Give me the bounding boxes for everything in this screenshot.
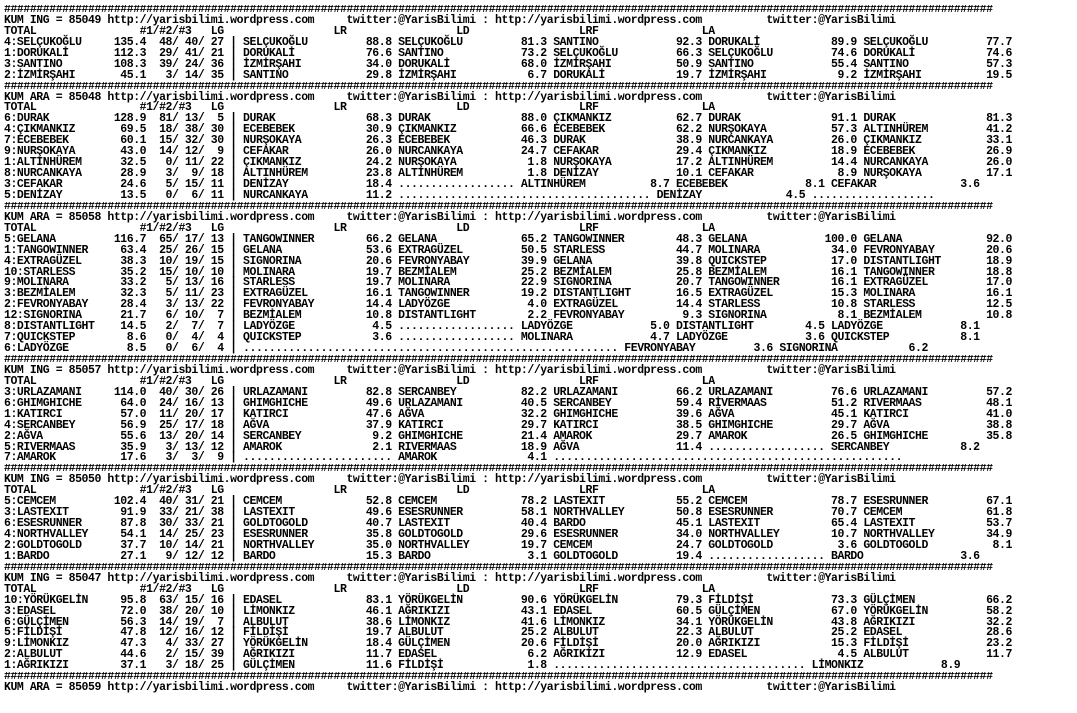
separator-line: ######################################################################################################################################################### — [4, 562, 993, 574]
column-header-line: TOTAL #1/#2/#3 LG LR LD LRF LA — [4, 24, 715, 38]
result-row: 4:EXTRAGÜZEL 38.3 10/ 19/ 15 | SIGNORINA 20.6 FEVRONYABAY 39.9 GELANA 39.8 QUICKSTEP 17.0 DISTANTLIGHT 18.9 — [4, 254, 1012, 268]
result-row: 7:AMAROK 17.6 3/ 3/ 9 | ....................... AMAROK 4.1 ...................................................... — [4, 451, 903, 465]
result-row: 9:MOLINARA 33.2 5/ 13/ 16 | STARLESS 19.7 MOLINARA 22.9 SIGNORINA 20.7 TANGOWINNER 16.1 EXTRAGÜZEL 17.0 — [4, 276, 1012, 290]
race-stats-document — [4, 5, 1074, 705]
result-row: 1:AĞRIKIZI 37.1 3/ 18/ 25 | GÜLÇİMEN 11.6 FİLDİŞİ 1.8 ....................................... LİMONKIZ 8.9 — [4, 659, 961, 673]
result-row: 1:BARDO 27.1 9/ 12/ 12 | BARDO 15.3 BARDO 3.1 GOLDTOGOLD 19.4 .................. BARDO 3.6 — [4, 549, 980, 563]
result-row: 1:TANGOWINNER 63.4 25/ 26/ 15 | GELANA 53.6 EXTRAGÜZEL 50.5 STARLESS 44.7 MOLINARA 34.0 FEVRONYABAY 20.6 — [4, 243, 1012, 257]
result-row: 2:FEVRONYABAY 28.4 3/ 13/ 22 | FEVRONYABAY 14.4 LADYÖZGE 4.0 EXTRAGÜZEL 14.4 STARLESS 10.8 STARLESS 12.5 — [4, 298, 1012, 312]
result-row: 6:DURAK 128.9 81/ 13/ 5 | DURAK 68.3 DURAK 88.0 ÇIKMANKIZ 62.7 DURAK 91.1 DURAK 81.3 — [4, 112, 1012, 126]
column-header-line: TOTAL #1/#2/#3 LG LR LD LRF LA — [4, 101, 715, 115]
result-row: 4:SELÇUKOĞLU 135.4 48/ 40/ 27 | SELÇUKOĞLU 88.8 SELÇUKOĞLU 81.3 SANTINO 92.3 DORUKALİ 89.9 SELÇUKOĞLU 77.7 — [4, 35, 1012, 49]
result-row: 3:BEZMİALEM 32.3 5/ 11/ 23 | EXTRAGÜZEL 16.1 TANGOWINNER 19.2 DISTANTLIGHT 16.5 EXTRAGÜZEL 15.3 MOLINARA 16.1 — [4, 287, 1012, 301]
column-header-line: TOTAL #1/#2/#3 LG LR LD LRF LA — [4, 221, 715, 235]
result-row: 1:DORUKALİ 112.3 29/ 41/ 21 | DORUKALİ 76.6 SANTINO 73.2 SELÇUKOĞLU 66.3 SELÇUKOĞLU 74.6 DORUKALİ 74.6 — [4, 46, 1012, 60]
result-row: 4:ÇIKMANKIZ 69.5 18/ 38/ 30 | ECEBEBEK 30.9 ÇIKMANKIZ 66.6 ECEBEBEK 62.2 NURŞOKAYA 57.3 ALTINHÜREM 41.2 — [4, 123, 1012, 137]
result-row: 7:QUICKSTEP 8.6 0/ 4/ 4 | QUICKSTEP 3.6 .................. MOLINARA 4.7 LADYÖZGE 3.6 QUICKSTEP 8.1 — [4, 331, 980, 345]
result-row: 2:ALBULUT 44.6 2/ 15/ 39 | AĞRIKIZI 11.7 EDASEL 6.2 AĞRIKIZI 12.9 EDASEL 4.5 ALBULUT 11.7 — [4, 648, 1012, 662]
result-row: 1:ALTINHÜREM 32.5 0/ 11/ 22 | ÇIKMANKIZ 24.2 NURŞOKAYA 1.8 NURŞOKAYA 17.2 ALTINHÜREM 14.4 NURCANKAYA 26.0 — [4, 156, 1012, 170]
result-row: 3:EDASEL 72.0 38/ 20/ 10 | LİMONKIZ 46.1 AĞRIKIZI 43.1 EDASEL 60.5 GÜLÇİMEN 67.0 YÖRÜKGELİN 58.2 — [4, 604, 1012, 618]
result-row: 5:FİLDİŞİ 47.8 12/ 16/ 12 | FİLDİŞİ 19.7 ALBULUT 25.2 ALBULUT 22.3 ALBULUT 25.2 EDASEL 28.6 — [4, 626, 1012, 640]
result-row: 4:NORTHVALLEY 54.1 14/ 25/ 23 | ESESRUNNER 35.8 GOLDTOGOLD 29.6 ESESRUNNER 34.0 NORTHVALLEY 10.7 NORTHVALLEY 34.9 — [4, 528, 1012, 541]
result-row: 12:SIGNORINA 21.7 6/ 10/ 7 | BEZMİALEM 10.8 DISTANTLIGHT 2.2 FEVRONYABAY 9.3 SIGNORINA 8.1 BEZMİALEM 10.8 — [4, 309, 1012, 323]
race-header-line: KUM ARA = 85058 http://yarisbilimi.wordpress.com twitter:@YarisBilimi : http://yarisbilimi.wordpress.com twitter:@YarisBilimi — [4, 210, 896, 224]
result-row: 8:DISTANTLIGHT 14.5 2/ 7/ 7 | LADYÖZGE 4.5 .................. LADYÖZGE 5.0 DISTANTLIGHT 4.5 LADYÖZGE 8.1 — [4, 320, 980, 334]
result-row: 1:KATIRCI 57.0 11/ 20/ 17 | KATIRCI 47.6 AĞVA 32.2 GHIMGHICHE 39.6 AĞVA 45.1 KATIRCI 41.0 — [4, 407, 1012, 421]
result-row: 3:CEFAKAR 24.6 5/ 15/ 11 | DENİZAY 18.4 .................. ALTINHÜREM 8.7 ECEBEBEK 8.1 CEFAKAR 3.6 — [4, 178, 980, 191]
race-header-line: KUM ING = 85047 http://yarisbilimi.wordpress.com twitter:@YarisBilimi : http://yarisbilimi.wordpress.com twitter:@YarisBilimi — [4, 571, 896, 585]
separator-line: ######################################################################################################################################################### — [4, 464, 993, 476]
result-row: 6:LADYÖZGE 8.5 0/ 6/ 4 | .......................................................... FEVRONYABAY 3.6 SIGNORINA 6.2 — [4, 342, 928, 356]
result-row: 8:NURCANKAYA 28.9 3/ 9/ 18 | ALTINHÜREM 23.8 ALTINHÜREM 1.8 DENİZAY 10.1 CEFAKAR 8.9 NURŞOKAYA 17.1 — [4, 167, 1012, 181]
result-row: 2:İZMİRŞAHI 45.1 3/ 14/ 35 | SANTINO 29.8 İZMİRŞAHI 6.7 DORUKALİ 19.7 İZMİRŞAHI 9.2 İZMİRŞAHI 19.5 — [4, 68, 1012, 82]
result-row: 3:LASTEXIT 91.9 33/ 21/ 38 | LASTEXIT 49.6 ESESRUNNER 58.1 NORTHVALLEY 50.8 ESESRUNNER 70.7 CEMCEM 61.8 — [4, 506, 1012, 520]
result-row: 5:CEMCEM 102.4 40/ 31/ 21 | CEMCEM 52.8 CEMCEM 78.2 LASTEXIT 55.2 CEMCEM 78.7 ESESRUNNER 67.1 — [4, 495, 1012, 509]
result-row: 2:GOLDTOGOLD 37.7 10/ 14/ 21 | NORTHVALLEY 35.0 NORTHVALLEY 19.7 CEMCEM 24.7 GOLDTOGOLD 3.6 GOLDTOGOLD 8.1 — [4, 538, 1012, 552]
result-row: 7:ECEBEBEK 60.1 15/ 32/ 30 | NURŞOKAYA 26.3 ECEBEBEK 46.3 DURAK 38.9 NURCANKAYA 26.0 ÇIKMANKIZ 33.1 — [4, 134, 1012, 148]
result-row: 5:GELANA 116.7 65/ 17/ 13 | TANGOWINNER 66.2 GELANA 65.2 TANGOWINNER 48.3 GELANA 100.0 GELANA 92.0 — [4, 232, 1012, 246]
result-row: 9:LİMONKIZ 47.3 4/ 33/ 27 | YÖRÜKGELİN 18.4 GÜLÇİMEN 20.6 FİLDİŞİ 20.0 AĞRIKIZI 15.3 FİLDİŞİ 23.2 — [4, 637, 1012, 651]
result-row: 10:STARLESS 35.2 15/ 10/ 10 | MOLINARA 19.7 BEZMİALEM 25.2 BEZMİALEM 25.8 BEZMİALEM 16.1 TANGOWINNER 18.8 — [4, 265, 1012, 279]
result-row: 10:YÖRÜKGELİN 95.8 63/ 15/ 16 | EDASEL 83.1 YÖRÜKGELİN 90.6 YÖRÜKGELİN 79.3 FİLDİŞİ 73.3 GÜLÇİMEN 66.2 — [4, 593, 1012, 607]
separator-line: ######################################################################################################################################################### — [4, 201, 993, 213]
result-row: 9:NURŞOKAYA 43.0 14/ 12/ 9 | CEFAKAR 26.0 NURCANKAYA 24.7 CEFAKAR 29.4 ÇIKMANKIZ 18.9 ECEBEBEK 26.9 — [4, 145, 1012, 159]
result-row: 5:RIVERMAAS 35.9 3/ 13/ 12 | AMAROK 2.1 RIVERMAAS 18.9 AĞVA 11.4 .................. SERCANBEY 8.2 — [4, 440, 980, 454]
separator-line: ######################################################################################################################################################### — [4, 5, 993, 16]
result-row: 3:SANTINO 108.3 39/ 24/ 36 | İZMİRŞAHI 34.0 DORUKALİ 68.0 İZMİRŞAHI 50.9 SANTINO 55.4 SANTINO 57.3 — [4, 57, 1012, 71]
race-header-line: KUM ING = 85057 http://yarisbilimi.wordpress.com twitter:@YarisBilimi : http://yarisbilimi.wordpress.com twitter:@YarisBilimi — [4, 363, 896, 377]
result-row: 5:DENİZAY 13.5 0/ 6/ 11 | NURCANKAYA 11.2 ....................................... DENİZAY 4.5 ................... — [4, 188, 935, 202]
race-header-line: KUM ING = 85049 http://yarisbilimi.wordpress.com twitter:@YarisBilimi : http://yarisbilimi.wordpress.com twitter:@YarisBilimi — [4, 13, 896, 27]
race-header-line: KUM ING = 85050 http://yarisbilimi.wordpress.com twitter:@YarisBilimi : http://yarisbilimi.wordpress.com twitter:@YarisBilimi — [4, 473, 896, 487]
result-row: 3:URLAZAMANI 114.0 40/ 30/ 26 | URLAZAMANI 82.8 SERCANBEY 82.2 URLAZAMANI 66.2 URLAZAMANI 76.6 URLAZAMANI 57.2 — [4, 385, 1012, 399]
result-row: 4:SERCANBEY 56.9 25/ 17/ 18 | AĞVA 37.9 KATIRCI 29.7 KATIRCI 38.5 GHIMGHICHE 29.7 AĞVA 38.8 — [4, 418, 1012, 432]
result-row: 2:AĞVA 55.6 13/ 20/ 14 | SERCANBEY 9.2 GHIMGHICHE 21.4 AMAROK 29.7 AMAROK 26.5 GHIMGHICHE 35.8 — [4, 429, 1012, 443]
separator-line: ######################################################################################################################################################### — [4, 81, 993, 93]
column-header-line: TOTAL #1/#2/#3 LG LR LD LRF LA — [4, 374, 715, 388]
separator-line: ######################################################################################################################################################### — [4, 672, 993, 684]
column-header-line: TOTAL #1/#2/#3 LG LR LD LRF LA — [4, 582, 715, 596]
result-row: 6:GÜLÇİMEN 56.3 14/ 19/ 7 | ALBULUT 38.6 LİMONKIZ 41.6 LİMONKIZ 34.1 YÖRÜKGELİN 43.8 AĞRIKIZI 32.2 — [4, 615, 1012, 629]
race-header-line: KUM ARA = 85048 http://yarisbilimi.wordpress.com twitter:@YarisBilimi : http://yarisbilimi.wordpress.com twitter:@YarisBilimi — [4, 90, 896, 104]
result-row: 6:GHIMGHICHE 64.0 24/ 16/ 13 | GHIMGHICHE 49.6 URLAZAMANI 40.5 SERCANBEY 59.4 RİVERMAAS 51.2 RIVERMAAS 48.1 — [4, 396, 1012, 410]
result-row: 6:ESESRUNNER 87.8 30/ 33/ 21 | GOLDTOGOLD 40.7 LASTEXIT 40.4 BARDO 45.1 LASTEXIT 65.4 LASTEXIT 53.7 — [4, 517, 1012, 531]
column-header-line: TOTAL #1/#2/#3 LG LR LD LRF LA — [4, 484, 715, 498]
separator-line: ######################################################################################################################################################### — [4, 355, 993, 366]
race-header-line: KUM ARA = 85059 http://yarisbilimi.wordpress.com twitter:@YarisBilimi : http://yarisbilimi.wordpress.com twitter:@YarisBilimi — [4, 681, 896, 695]
